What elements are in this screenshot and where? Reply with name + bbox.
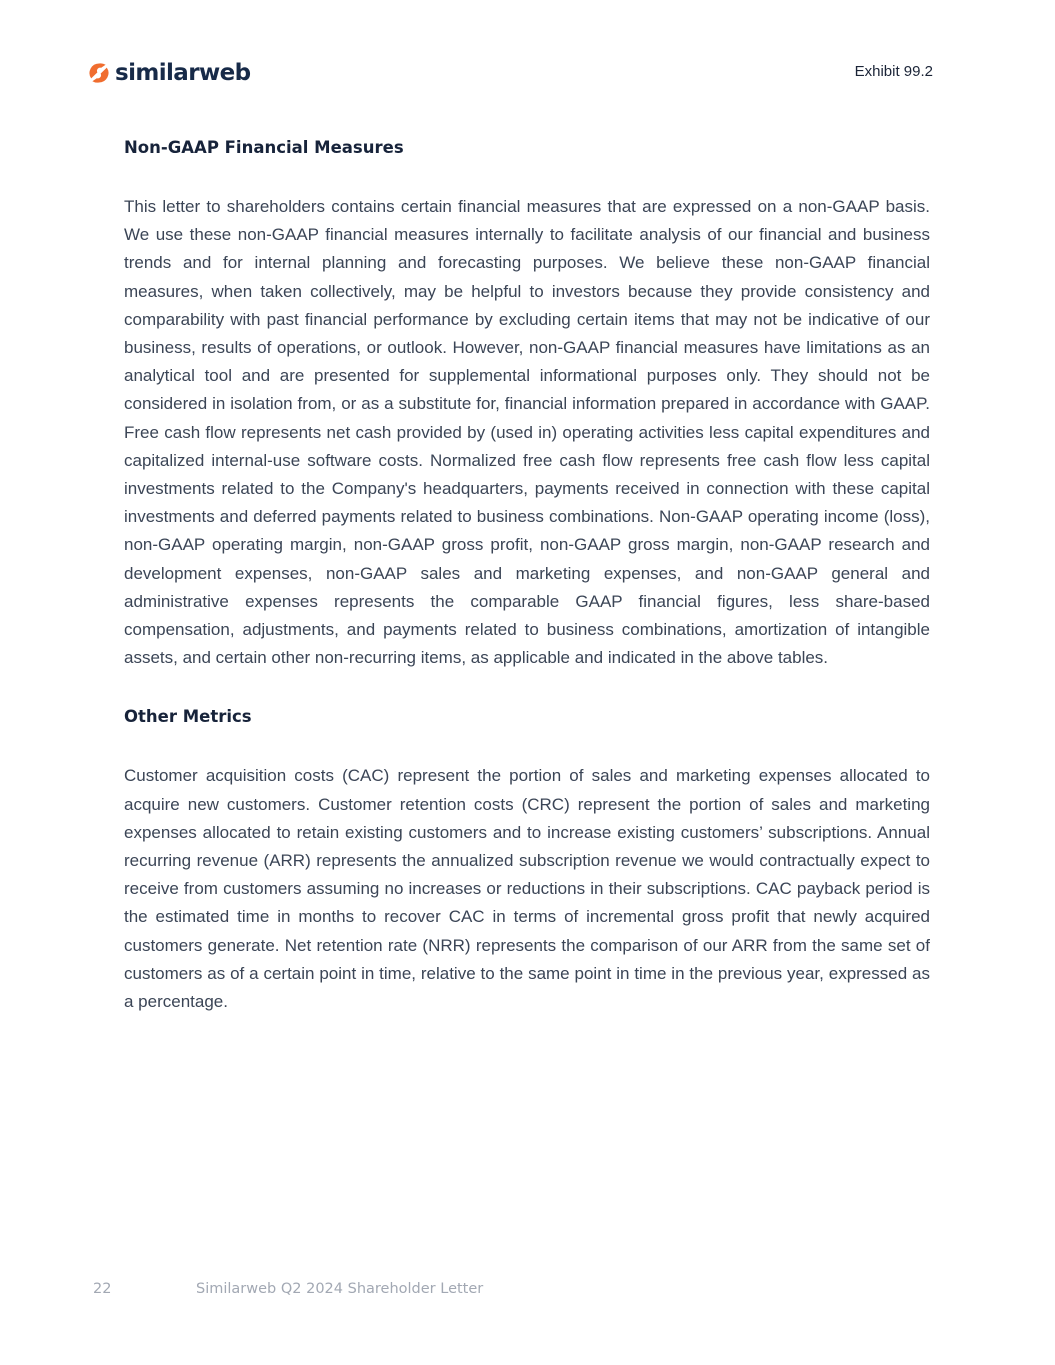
paragraph-other-metrics: Customer acquisition costs (CAC) represent the portion of sales and marketing expenses allocated to acquire new customers. Customer retention costs (CRC) represent the portion of sales and marketing expenses allocated to retain existing customers and to increase existing customers’ subscriptions. Annual recurring revenue (ARR) represents the annualized subscription revenue we would contractually expect to receive from customers assuming no increases or reductions in their subscriptions. CAC payback period is the estimated time in months to recover CAC in terms of incremental gross profit that newly acquired customers generate. Net retention rate (NRR) represents the comparison of our ARR from the same set of customers as of a certain point in time, relative to the same point in time in the previous year, expressed as a percentage.	[124, 766, 930, 1012]
section-title-non-gaap: Non-GAAP Financial Measures	[124, 138, 404, 157]
paragraph-non-gaap: This letter to shareholders contains certain financial measures that are expressed on a non-GAAP basis. We use these non-GAAP financial measures internally to facilitate analysis of our financial and business trends and for internal planning and forecasting purposes. We believe these non-GAAP financial measures, when taken collectively, may be helpful to investors because they provide consistency and comparability with past financial performance by excluding certain items that may not be indicative of our business, results of operations, or outlook. However, non-GAAP financial measures have limitations as an analytical tool and are presented for supplemental informational purposes only. They should not be considered in isolation from, or as a substitute for, financial information prepared in accordance with GAAP. Free cash flow represents net cash provided by (used in) operating activities less capital expenditures and capitalized internal-use software costs. Normalized free cash flow represents free cash flow less capital investments related to the Company's headquarters, payments received in connection with these capital investments and deferred payments related to business combinations. Non-GAAP operating income (loss), non-GAAP operating margin, non-GAAP gross profit, non-GAAP gross margin, non-GAAP research and development expenses, non-GAAP sales and marketing expenses, and non-GAAP general and administrative expenses represents the comparable GAAP financial figures, less share-based compensation, adjustments, and payments related to business combinations, amortization of intangible assets, and certain other non-recurring items, as applicable and indicated in the above tables.	[124, 197, 930, 668]
page-header	[88, 58, 933, 88]
section-title-other-metrics: Other Metrics	[124, 707, 252, 727]
similarweb-swirl-icon	[88, 62, 110, 84]
footer-document-title: Similarweb Q2 2024 Shareholder Letter	[196, 1281, 484, 1297]
document-body	[124, 136, 930, 1016]
page-number: 22	[93, 1281, 112, 1297]
exhibit-label: Exhibit 99.2	[854, 63, 933, 80]
company-logo	[88, 58, 250, 88]
logo-wordmark: similarweb	[115, 60, 251, 86]
